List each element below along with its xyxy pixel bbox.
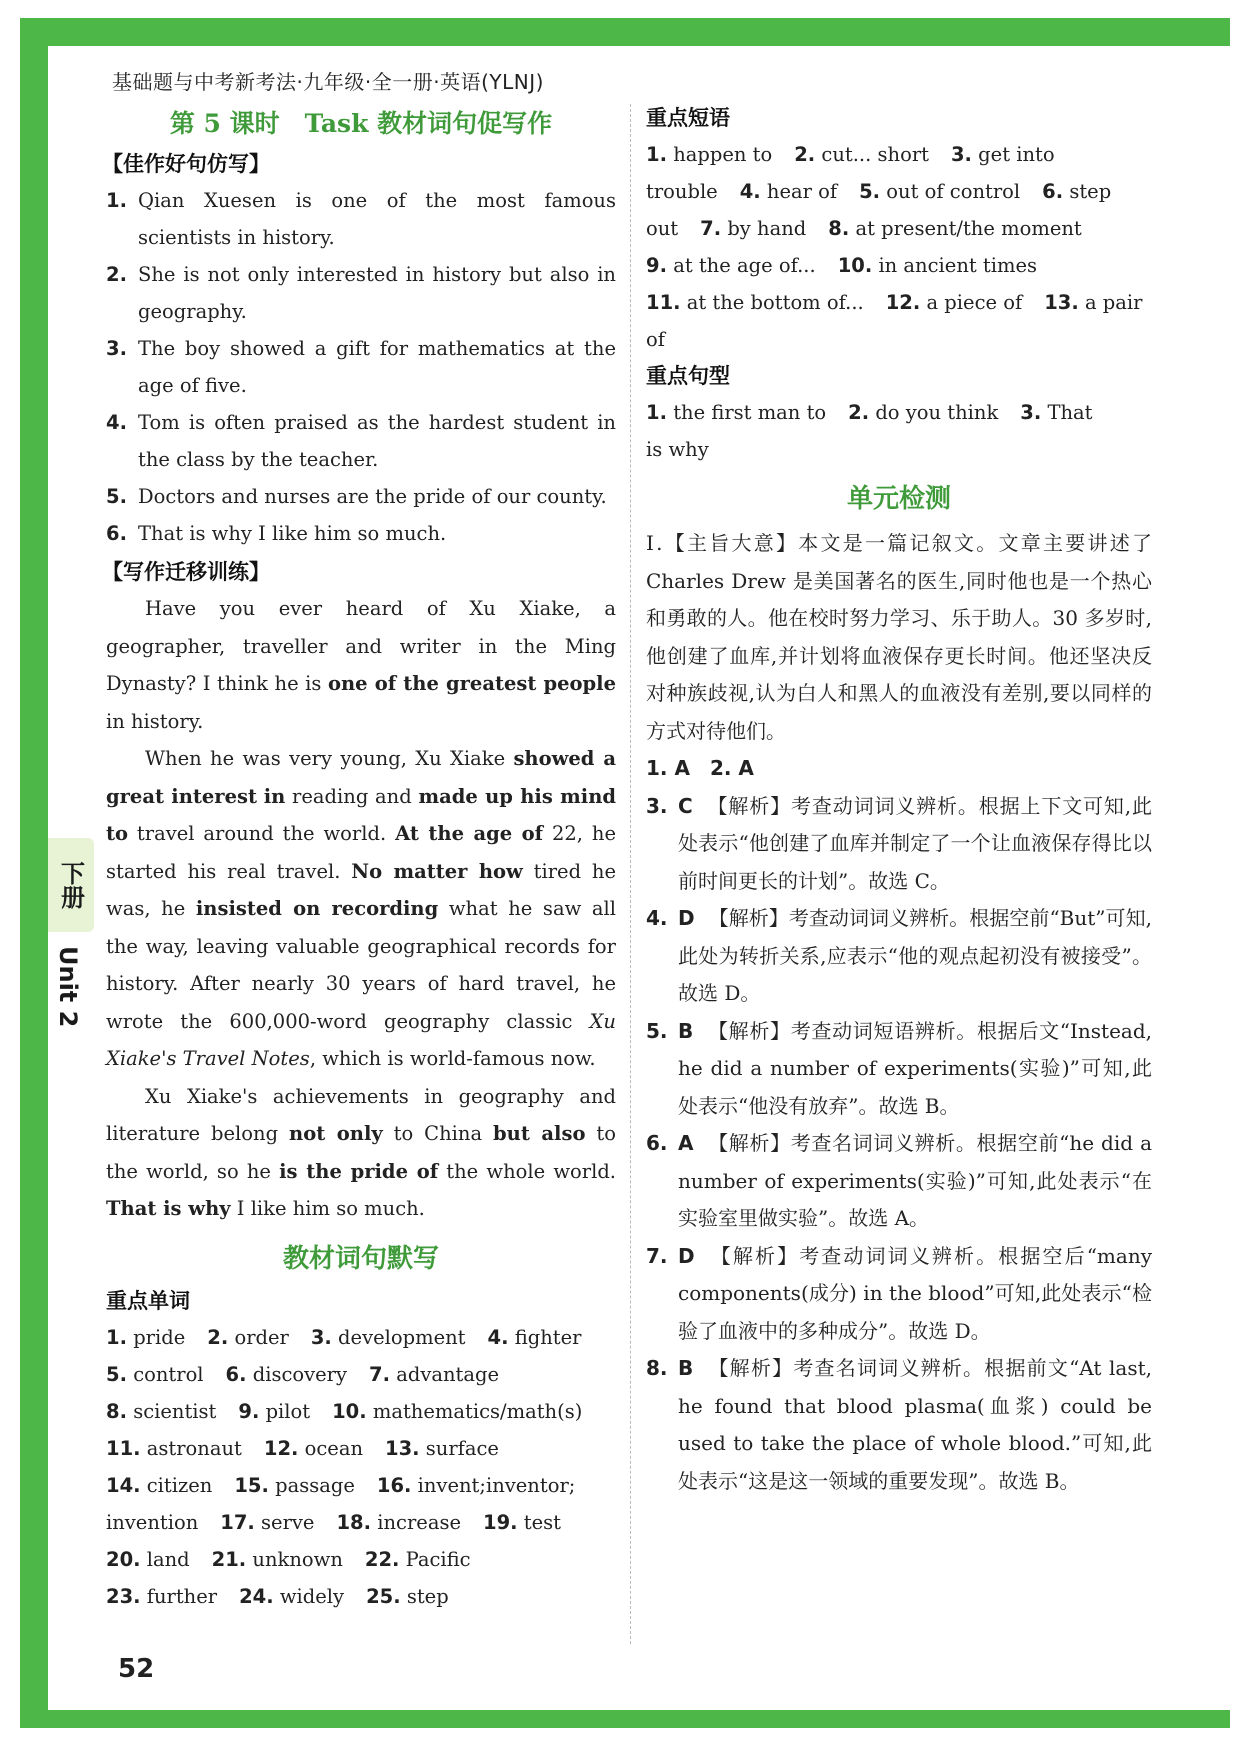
left-column	[102, 100, 617, 1615]
item-text: The boy showed a gift for mathematics at the age of five.	[138, 337, 616, 397]
plain-text	[257, 785, 264, 808]
item-number: 2.	[207, 1325, 229, 1349]
bold-phrase: in	[263, 784, 286, 808]
answer-letter: A	[678, 1131, 694, 1155]
plain-text: When he was very young, Xu Xiake	[145, 747, 514, 770]
volume-tab: 下册	[48, 838, 94, 932]
unit-test-title: 单元检测	[846, 484, 951, 514]
word-row	[106, 1578, 616, 1615]
answer-body	[678, 1350, 1152, 1500]
key-words-heading: 重点单词	[106, 1288, 190, 1313]
key-phrases-heading: 重点短语	[646, 106, 730, 130]
item-word: serve	[261, 1510, 315, 1534]
page-number: 52	[118, 1654, 155, 1684]
answer-explanation: 【解析】考查动词词义辨析。根据空后“many components(成分) in the blood”可知,此处表示“检验了血液中的多种成分”。故选 D。	[678, 1243, 1152, 1343]
item-word: pilot	[265, 1399, 311, 1423]
item-number: 1.	[646, 401, 667, 424]
plain-text: to the world, so he	[106, 1122, 616, 1183]
item-word: unknown	[252, 1547, 343, 1571]
main-idea: Ⅰ.【主旨大意】本文是一篇记叙文。文章主要讲述了 Charles Drew 是美国著名的医生,同时他也是一个热心和勇敢的人。他在校时努力学习、乐于助人。30 多岁时,他创建了血库,并计划将血液保存更长时间。他还坚决反对种族歧视,认为白人和黑人的血液没有差别,要以同样的方式对待他们。	[646, 531, 1152, 743]
phrase-row	[646, 136, 1152, 173]
right-column	[646, 100, 1152, 1500]
answer-letter: B	[678, 1356, 694, 1380]
item-number: 2.	[848, 401, 870, 424]
frame-bottom-bar	[20, 1710, 1230, 1728]
answer-item	[646, 788, 1152, 901]
item-word: get into	[978, 143, 1055, 166]
item-number: 5.	[106, 1362, 127, 1386]
item-word: is why	[646, 438, 709, 461]
item-number: 3.	[310, 1325, 332, 1349]
bold-phrase: made up his mind to	[106, 784, 617, 845]
item-number: 12.	[263, 1436, 299, 1460]
answer-list	[646, 788, 1152, 1501]
answer-body	[678, 900, 1152, 1013]
item-word: invention	[106, 1510, 199, 1534]
answer-letter: B	[678, 1018, 694, 1043]
plain-text: to China	[382, 1122, 494, 1145]
item-word: development	[338, 1325, 466, 1349]
item-number: 1.	[106, 189, 127, 212]
item-number: 15.	[234, 1473, 269, 1497]
key-phrases-list	[646, 136, 1152, 358]
item-word: step	[1069, 180, 1112, 203]
word-row	[106, 1319, 616, 1356]
item-number: 11.	[646, 291, 681, 314]
item-number: 3.	[1020, 401, 1042, 424]
key-words-list	[106, 1319, 616, 1615]
item-number: 20.	[106, 1547, 141, 1571]
answer-item	[646, 900, 1152, 1013]
item-text: That is why I like him so much.	[138, 522, 447, 545]
item-word: do you think	[875, 401, 999, 424]
item-number: 25.	[366, 1584, 401, 1608]
item-word: pride	[133, 1325, 186, 1349]
item-number: 19.	[483, 1510, 518, 1534]
sentence-item	[106, 478, 616, 515]
item-word: at the age of...	[673, 254, 816, 277]
plain-text: tired he was, he	[106, 859, 617, 920]
writing-heading: 【写作迁移训练】	[102, 560, 270, 584]
answer-item	[646, 1350, 1152, 1500]
item-word: a pair of	[646, 291, 1143, 351]
item-number: 7.	[700, 217, 722, 240]
item-word: mathematics/math(s)	[372, 1399, 583, 1423]
sentence-item	[106, 515, 616, 552]
item-word: That	[1047, 401, 1093, 424]
item-word: fighter	[514, 1325, 582, 1349]
plain-text: Have you ever heard of Xu Xiake, a geographer, traveller and writer in the Ming Dynasty? I think he is	[106, 597, 616, 695]
essay-paragraph-3	[106, 1078, 616, 1228]
bold-phrase: No matter how	[351, 859, 523, 883]
item-word: at the bottom of...	[686, 291, 864, 314]
bold-phrase: At the age of	[395, 822, 544, 845]
item-number: 18.	[336, 1510, 372, 1534]
item-word: test	[523, 1510, 561, 1534]
item-word: out of control	[886, 180, 1021, 203]
plain-text: Xu Xiake's achievements in geography and literature belong	[106, 1084, 616, 1145]
item-number: 4.	[487, 1325, 509, 1349]
item-number: 9.	[646, 254, 667, 277]
word-row	[106, 1541, 616, 1578]
item-word: hear of	[766, 180, 838, 203]
item-word: further	[146, 1584, 218, 1608]
item-number: 6.	[1042, 180, 1064, 203]
item-number: 1.	[646, 143, 667, 166]
item-number: 10.	[332, 1399, 367, 1423]
answer-explanation: 【解析】考查动词词义辨析。根据空前“But”可知,此处为转折关系,应表示“他的观点起初没有被接受”。故选 D。	[678, 906, 1152, 1005]
word-row	[106, 1430, 616, 1467]
item-text: Doctors and nurses are the pride of our county.	[138, 485, 607, 508]
item-word: step	[406, 1584, 449, 1608]
bold-phrase: one of the greatest people	[327, 672, 616, 695]
lesson-title: 第 5 课时 Task 教材词句促写作	[169, 109, 553, 138]
item-number: 12.	[885, 291, 921, 314]
bold-phrase: is the pride of	[279, 1159, 439, 1183]
plain-text: what he saw all the way, leaving valuable geographical records for history. After nearly 30 years of hard travel, he wrote the 600,000-word geography classic	[106, 897, 616, 1033]
bold-phrase: showed a great interest	[106, 747, 616, 808]
phrase-row	[646, 247, 1152, 284]
item-number: 2.	[794, 143, 816, 166]
sentence-item	[106, 256, 616, 330]
item-word: passage	[275, 1473, 355, 1497]
item-number: 6.	[225, 1362, 247, 1386]
key-sentences-heading: 重点句型	[646, 364, 730, 388]
item-word: increase	[377, 1510, 461, 1534]
frame-left-bar	[20, 18, 48, 1728]
sentence-item	[106, 404, 616, 478]
item-number: 8.	[828, 217, 850, 240]
item-word: widely	[279, 1584, 345, 1608]
sentence-item	[106, 182, 616, 256]
dictation-title: 教材词句默写	[282, 1243, 439, 1274]
item-word: discovery	[252, 1362, 348, 1386]
column-divider	[630, 104, 631, 1644]
answer-item	[646, 1013, 1152, 1126]
item-word: astronaut	[146, 1436, 242, 1460]
item-number: 8.	[106, 1399, 127, 1423]
item-word: in ancient times	[878, 254, 1038, 277]
item-word: citizen	[146, 1473, 213, 1497]
item-number: 6.	[106, 522, 127, 545]
item-number: 4.	[106, 411, 127, 434]
item-number: 5.	[106, 485, 127, 508]
bold-phrase: That is why	[106, 1197, 231, 1220]
answer-explanation: 【解析】考查名词词义辨析。根据空前“he did a number of experiments(实验)”可知,此处表示“在实验室里做实验”。故选 A。	[678, 1131, 1152, 1230]
item-number: 2.	[106, 263, 127, 286]
item-number: 13.	[1044, 291, 1079, 314]
phrase-row	[646, 210, 1152, 247]
plain-text: travel around the world.	[128, 822, 396, 845]
item-number: 3.	[950, 143, 972, 166]
item-number: 3.	[106, 337, 127, 360]
item-number: 17.	[220, 1510, 255, 1534]
answer-1-2: 1. A 2. A	[646, 756, 754, 780]
running-header: 基础题与中考新考法·九年级·全一册·英语(YLNJ)	[112, 70, 544, 94]
word-row	[106, 1504, 616, 1541]
item-text: She is not only interested in history but also in geography.	[138, 263, 616, 323]
answer-body	[678, 1125, 1152, 1238]
item-word: ocean	[304, 1436, 364, 1460]
plain-text: 22, he started his real travel.	[106, 822, 617, 883]
plain-text: the whole world.	[438, 1159, 616, 1183]
answer-body	[678, 1238, 1152, 1351]
item-word: happen to	[673, 143, 773, 166]
frame-top-bar	[20, 18, 1230, 46]
word-row	[106, 1467, 616, 1504]
plain-text: I like him so much.	[230, 1197, 425, 1220]
answer-number: 8.	[646, 1356, 668, 1380]
item-word: invent;inventor;	[417, 1473, 576, 1497]
sentence-row	[646, 431, 1152, 468]
item-number: 1.	[106, 1325, 127, 1349]
item-word: order	[234, 1325, 289, 1349]
item-text: Qian Xuesen is one of the most famous scientists in history.	[138, 189, 616, 249]
word-row	[106, 1356, 616, 1393]
good-sentences-list	[106, 182, 616, 552]
item-word: a piece of	[926, 291, 1023, 314]
answer-letter: C	[678, 793, 693, 818]
answer-letter: D	[678, 906, 695, 930]
item-word: cut... short	[821, 143, 929, 166]
item-word: advantage	[396, 1362, 500, 1386]
answer-number: 3.	[646, 793, 668, 818]
item-number: 7.	[369, 1362, 391, 1386]
item-number: 16.	[376, 1473, 412, 1497]
plain-text: , which is world-famous now.	[309, 1047, 596, 1070]
answer-explanation: 【解析】考查动词短语辨析。根据后文“Instead, he did a number of experiments(实验)”可知,此处表示“他没有放弃”。故选 B。	[678, 1018, 1152, 1118]
good-sentences-heading: 【佳作好句仿写】	[102, 152, 270, 176]
item-number: 4.	[739, 180, 761, 203]
essay-paragraph-1	[106, 590, 616, 740]
answer-number: 6.	[646, 1131, 668, 1155]
answer-explanation: 【解析】考查动词词义辨析。根据上下文可知,此处表示“他创建了血库并制定了一个让血液保存得比以前时间更长的计划”。故选 C。	[678, 793, 1152, 893]
answer-body	[678, 788, 1152, 901]
item-word: land	[146, 1547, 190, 1571]
item-number: 5.	[859, 180, 881, 203]
unit-label: Unit 2	[54, 946, 82, 1028]
answer-body	[678, 1013, 1152, 1126]
phrase-row	[646, 284, 1152, 358]
item-number: 13.	[385, 1436, 420, 1460]
item-word: scientist	[133, 1399, 217, 1423]
item-word: control	[133, 1362, 204, 1386]
item-word: the first man to	[673, 401, 827, 424]
plain-text: reading and	[285, 784, 419, 808]
word-row	[106, 1393, 616, 1430]
item-number: 22.	[364, 1547, 400, 1571]
key-sentences-list	[646, 394, 1152, 468]
answer-item	[646, 1238, 1152, 1351]
item-word: Pacific	[405, 1547, 471, 1571]
answer-letter: D	[678, 1243, 695, 1268]
item-word: out	[646, 217, 679, 240]
essay-paragraph-2	[106, 740, 616, 1078]
sentence-item	[106, 330, 616, 404]
sentence-row	[646, 394, 1152, 431]
item-number: 23.	[106, 1584, 141, 1608]
answer-explanation: 【解析】考查名词词义辨析。根据前文“At last, he found that blood plasma(血浆) could be used to take the place of whole blood.”可知,此处表示“这是这一领域的重要发现”。故选 B。	[678, 1356, 1152, 1493]
item-word: surface	[425, 1436, 499, 1460]
item-number: 9.	[238, 1399, 260, 1423]
bold-phrase: not only	[289, 1122, 383, 1145]
phrase-row	[646, 173, 1152, 210]
bold-phrase: but also	[493, 1122, 586, 1145]
item-number: 14.	[106, 1473, 141, 1497]
item-word: trouble	[646, 180, 718, 203]
item-number: 21.	[211, 1547, 247, 1571]
item-number: 11.	[106, 1436, 141, 1460]
item-number: 24.	[239, 1584, 274, 1608]
item-number: 10.	[837, 254, 873, 277]
item-word: at present/the moment	[855, 217, 1082, 240]
plain-text: in history.	[106, 709, 204, 733]
answer-number: 7.	[646, 1243, 668, 1268]
item-text: Tom is often praised as the hardest student in the class by the teacher.	[138, 411, 616, 471]
answer-number: 4.	[646, 906, 668, 930]
answer-item	[646, 1125, 1152, 1238]
bold-phrase: insisted on recording	[195, 897, 439, 920]
answer-number: 5.	[646, 1018, 668, 1043]
item-word: by hand	[727, 217, 807, 240]
italic-title: Xu Xiake's Travel Notes	[106, 1009, 616, 1070]
